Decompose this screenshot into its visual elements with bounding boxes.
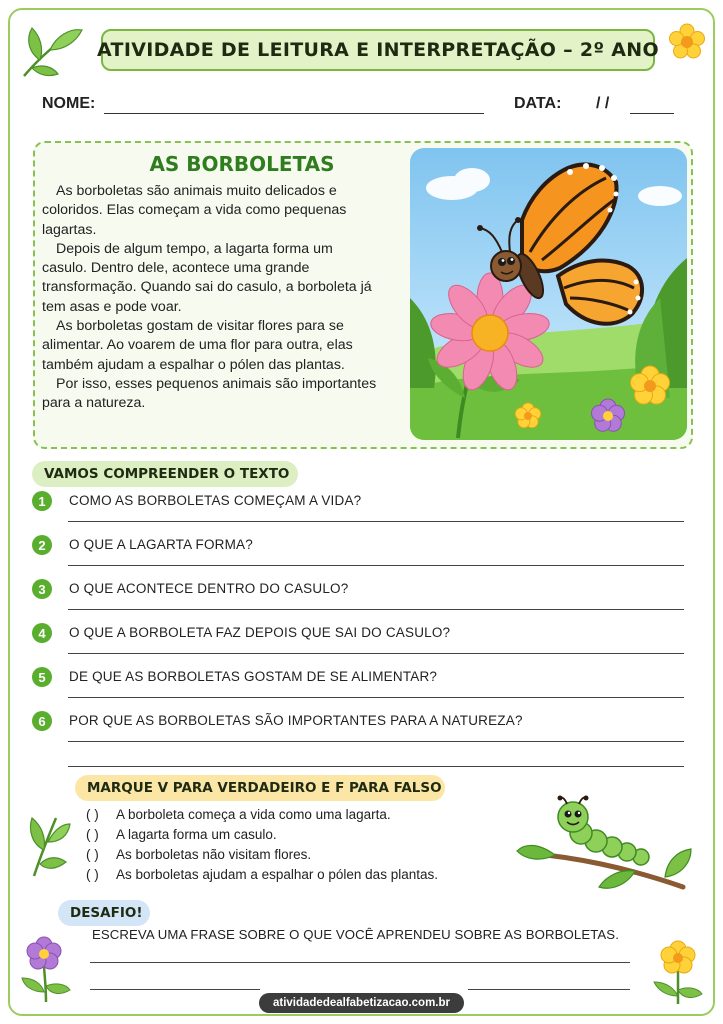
answer-bracket[interactable]: ( ) xyxy=(86,847,99,862)
question-item xyxy=(32,667,692,711)
statement-text: A lagarta forma um casulo. xyxy=(116,827,277,842)
challenge-answer-line[interactable] xyxy=(90,962,630,963)
answer-line[interactable] xyxy=(68,609,684,610)
answer-bracket[interactable]: ( ) xyxy=(86,827,99,842)
statement-text: A borboleta começa a vida como uma lagarta. xyxy=(116,807,391,822)
question-item xyxy=(32,711,692,771)
challenge-heading: DESAFIO! xyxy=(58,900,150,926)
story-paragraph: As borboletas são animais muito delicados e coloridos. Elas começam a vida como pequenas lagartas. xyxy=(42,183,347,238)
student-info-row xyxy=(42,93,682,119)
question-text: COMO AS BORBOLETAS COMEÇAM A VIDA? xyxy=(69,493,362,508)
flower-icon xyxy=(667,22,707,62)
flower-icon xyxy=(20,934,72,1004)
question-number-badge: 3 xyxy=(32,579,52,599)
leaf-branch-icon xyxy=(26,812,72,878)
true-false-item xyxy=(86,807,391,822)
true-false-heading: MARQUE V PARA VERDADEIRO E F PARA FALSO xyxy=(75,775,445,801)
challenge-answer-line[interactable] xyxy=(468,989,630,990)
challenge-prompt: ESCREVA UMA FRASE SOBRE O QUE VOCÊ APRENDEU SOBRE AS BORBOLETAS. xyxy=(92,927,619,942)
story-title: AS BORBOLETAS xyxy=(149,152,335,176)
date-slashes: / / xyxy=(596,95,610,112)
question-number-badge: 5 xyxy=(32,667,52,687)
question-number-badge: 4 xyxy=(32,623,52,643)
challenge-answer-line[interactable] xyxy=(90,989,260,990)
caterpillar-illustration xyxy=(515,795,695,895)
story-paragraph: Depois de algum tempo, a lagarta forma um casulo. Dentro dele, acontece uma grande transformação. Quando sai do casulo, a borboleta já tem asas e pode voar. xyxy=(42,240,372,315)
answer-line[interactable] xyxy=(68,521,684,522)
question-number-badge: 1 xyxy=(32,491,52,511)
question-number-badge: 6 xyxy=(32,711,52,731)
question-text: O QUE ACONTECE DENTRO DO CASULO? xyxy=(69,581,349,596)
answer-line[interactable] xyxy=(68,741,684,742)
worksheet-title: ATIVIDADE DE LEITURA E INTERPRETAÇÃO – 2º ANO xyxy=(97,39,659,61)
answer-line[interactable] xyxy=(68,653,684,654)
story-paragraph: As borboletas gostam de visitar flores para se alimentar. Ao voarem de uma flor para outra, elas também ajudam a espalhar o pólen das plantas. xyxy=(42,318,353,373)
name-label: NOME: xyxy=(42,95,96,112)
statement-text: As borboletas ajudam a espalhar o pólen das plantas. xyxy=(116,867,438,882)
answer-line[interactable] xyxy=(68,565,684,566)
butterfly-illustration xyxy=(410,148,687,440)
question-text: O QUE A LAGARTA FORMA? xyxy=(69,537,253,552)
statement-text: As borboletas não visitam flores. xyxy=(116,847,312,862)
worksheet-title-banner xyxy=(97,29,659,71)
answer-bracket[interactable]: ( ) xyxy=(86,807,99,822)
question-item xyxy=(32,491,692,535)
answer-line[interactable] xyxy=(68,766,684,767)
question-item xyxy=(32,623,692,667)
question-item xyxy=(32,579,692,623)
date-label: DATA: xyxy=(514,95,562,112)
answer-bracket[interactable]: ( ) xyxy=(86,867,99,882)
question-text: O QUE A BORBOLETA FAZ DEPOIS QUE SAI DO CASULO? xyxy=(69,625,451,640)
name-field[interactable] xyxy=(104,95,484,114)
question-text: POR QUE AS BORBOLETAS SÃO IMPORTANTES PARA A NATUREZA? xyxy=(69,713,523,728)
question-text: DE QUE AS BORBOLETAS GOSTAM DE SE ALIMENTAR? xyxy=(69,669,438,684)
date-field[interactable] xyxy=(630,95,674,114)
true-false-item xyxy=(86,867,438,882)
story-text xyxy=(42,182,377,414)
website-footer-badge: atividadedealfabetizacao.com.br xyxy=(259,993,464,1013)
flower-icon xyxy=(650,940,704,1006)
answer-line[interactable] xyxy=(68,697,684,698)
true-false-item xyxy=(86,847,311,862)
leaf-branch-icon xyxy=(18,22,84,80)
true-false-item xyxy=(86,827,277,842)
story-paragraph: Por isso, esses pequenos animais são importantes para a natureza. xyxy=(42,375,377,412)
question-number-badge: 2 xyxy=(32,535,52,555)
question-item xyxy=(32,535,692,579)
comprehension-heading: VAMOS COMPREENDER O TEXTO xyxy=(32,461,298,487)
